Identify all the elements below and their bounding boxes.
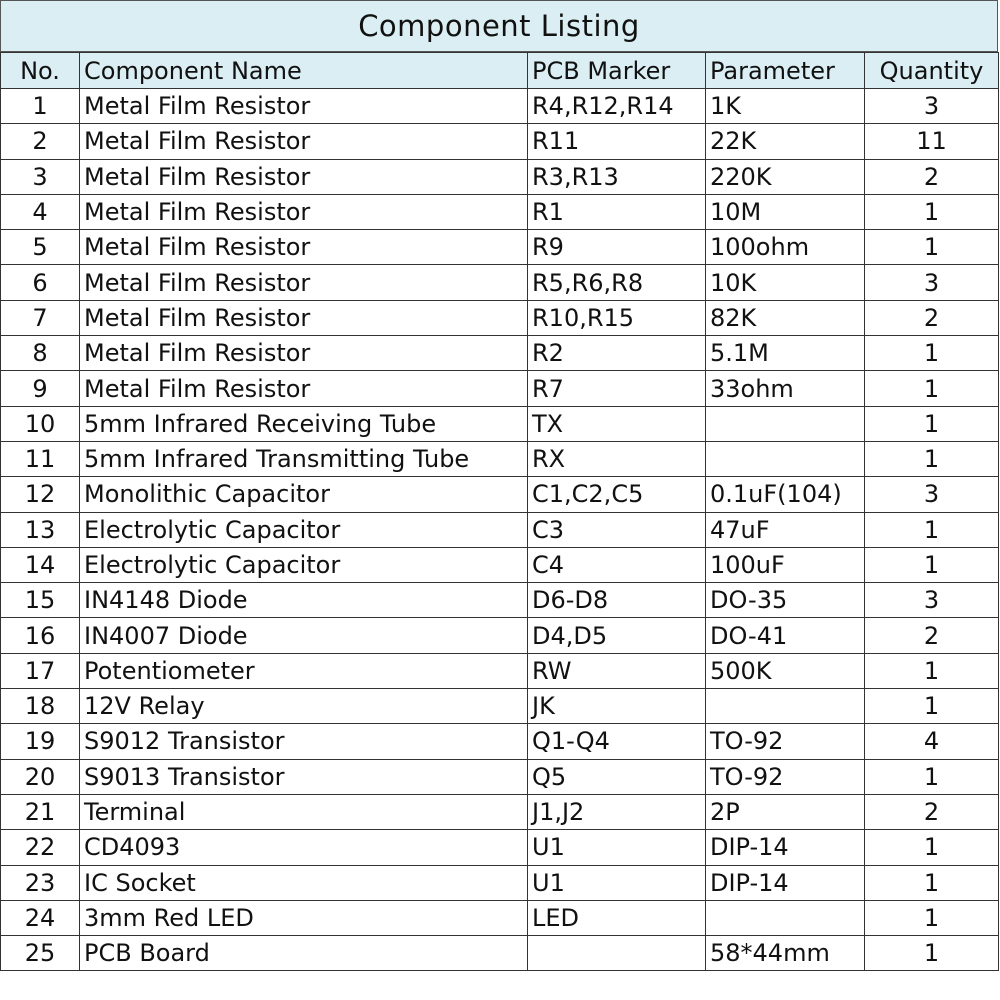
table-row	[1, 689, 999, 724]
cell-quantity: 1	[865, 689, 999, 724]
table-header	[1, 53, 999, 89]
cell-parameter	[706, 441, 865, 476]
cell-no: 16	[1, 618, 80, 653]
header-pcb-marker: PCB Marker	[528, 53, 706, 89]
cell-component-name: Electrolytic Capacitor	[80, 512, 528, 547]
cell-pcb-marker: C4	[528, 547, 706, 582]
cell-pcb-marker: R10,R15	[528, 300, 706, 335]
cell-pcb-marker: R4,R12,R14	[528, 89, 706, 124]
cell-quantity: 4	[865, 724, 999, 759]
cell-parameter: 10K	[706, 265, 865, 300]
cell-component-name: Metal Film Resistor	[80, 230, 528, 265]
cell-quantity: 1	[865, 865, 999, 900]
cell-parameter: 2P	[706, 794, 865, 829]
cell-component-name: Metal Film Resistor	[80, 124, 528, 159]
cell-quantity: 3	[865, 89, 999, 124]
cell-no: 17	[1, 653, 80, 688]
cell-component-name: Potentiometer	[80, 653, 528, 688]
cell-quantity: 1	[865, 336, 999, 371]
table-row	[1, 547, 999, 582]
cell-component-name: Electrolytic Capacitor	[80, 547, 528, 582]
cell-no: 23	[1, 865, 80, 900]
table-row	[1, 477, 999, 512]
cell-quantity: 1	[865, 230, 999, 265]
cell-component-name: 5mm Infrared Transmitting Tube	[80, 441, 528, 476]
cell-pcb-marker	[528, 936, 706, 971]
cell-parameter: 5.1M	[706, 336, 865, 371]
cell-quantity: 1	[865, 441, 999, 476]
cell-pcb-marker: R7	[528, 371, 706, 406]
cell-no: 18	[1, 689, 80, 724]
cell-parameter: 82K	[706, 300, 865, 335]
cell-component-name: S9013 Transistor	[80, 759, 528, 794]
cell-quantity: 2	[865, 794, 999, 829]
cell-quantity: 2	[865, 300, 999, 335]
table-row	[1, 724, 999, 759]
component-table	[0, 52, 999, 971]
cell-no: 22	[1, 830, 80, 865]
cell-no: 8	[1, 336, 80, 371]
cell-no: 19	[1, 724, 80, 759]
cell-quantity: 1	[865, 830, 999, 865]
cell-component-name: S9012 Transistor	[80, 724, 528, 759]
cell-parameter: TO-92	[706, 724, 865, 759]
header-quantity: Quantity	[865, 53, 999, 89]
cell-quantity: 2	[865, 618, 999, 653]
cell-no: 11	[1, 441, 80, 476]
table-row	[1, 89, 999, 124]
cell-pcb-marker: RX	[528, 441, 706, 476]
cell-pcb-marker: Q5	[528, 759, 706, 794]
cell-component-name: Metal Film Resistor	[80, 159, 528, 194]
cell-parameter: 100uF	[706, 547, 865, 582]
cell-parameter	[706, 689, 865, 724]
cell-pcb-marker: R3,R13	[528, 159, 706, 194]
cell-parameter	[706, 406, 865, 441]
cell-parameter: 10M	[706, 194, 865, 229]
header-parameter: Parameter	[706, 53, 865, 89]
cell-no: 1	[1, 89, 80, 124]
cell-parameter: 47uF	[706, 512, 865, 547]
cell-parameter: 100ohm	[706, 230, 865, 265]
cell-parameter: 1K	[706, 89, 865, 124]
cell-no: 25	[1, 936, 80, 971]
cell-component-name: Metal Film Resistor	[80, 265, 528, 300]
cell-quantity: 1	[865, 512, 999, 547]
cell-no: 7	[1, 300, 80, 335]
cell-quantity: 1	[865, 406, 999, 441]
cell-quantity: 3	[865, 583, 999, 618]
table-row	[1, 865, 999, 900]
cell-no: 12	[1, 477, 80, 512]
cell-parameter: DIP-14	[706, 865, 865, 900]
cell-component-name: Metal Film Resistor	[80, 300, 528, 335]
table-row	[1, 371, 999, 406]
cell-no: 15	[1, 583, 80, 618]
cell-pcb-marker: Q1-Q4	[528, 724, 706, 759]
cell-component-name: Metal Film Resistor	[80, 89, 528, 124]
cell-no: 10	[1, 406, 80, 441]
header-component-name: Component Name	[80, 53, 528, 89]
cell-component-name: 3mm Red LED	[80, 900, 528, 935]
cell-pcb-marker: C3	[528, 512, 706, 547]
cell-component-name: Monolithic Capacitor	[80, 477, 528, 512]
cell-component-name: Metal Film Resistor	[80, 371, 528, 406]
cell-no: 24	[1, 900, 80, 935]
cell-pcb-marker: D4,D5	[528, 618, 706, 653]
cell-component-name: 12V Relay	[80, 689, 528, 724]
table-row	[1, 406, 999, 441]
header-row	[1, 53, 999, 89]
cell-pcb-marker: JK	[528, 689, 706, 724]
table-row	[1, 336, 999, 371]
cell-parameter: 22K	[706, 124, 865, 159]
table-body	[1, 89, 999, 971]
cell-no: 14	[1, 547, 80, 582]
cell-quantity: 3	[865, 477, 999, 512]
header-no: No.	[1, 53, 80, 89]
cell-pcb-marker: U1	[528, 830, 706, 865]
cell-parameter: 0.1uF(104)	[706, 477, 865, 512]
table-row	[1, 900, 999, 935]
cell-component-name: Terminal	[80, 794, 528, 829]
cell-pcb-marker: R11	[528, 124, 706, 159]
table-row	[1, 512, 999, 547]
cell-quantity: 1	[865, 547, 999, 582]
cell-no: 5	[1, 230, 80, 265]
table-row	[1, 830, 999, 865]
cell-parameter: 500K	[706, 653, 865, 688]
cell-quantity: 2	[865, 159, 999, 194]
table-row	[1, 759, 999, 794]
cell-no: 20	[1, 759, 80, 794]
cell-pcb-marker: TX	[528, 406, 706, 441]
table-row	[1, 300, 999, 335]
cell-pcb-marker: RW	[528, 653, 706, 688]
table-row	[1, 653, 999, 688]
table-row	[1, 583, 999, 618]
cell-parameter: DIP-14	[706, 830, 865, 865]
cell-parameter: 33ohm	[706, 371, 865, 406]
cell-pcb-marker: C1,C2,C5	[528, 477, 706, 512]
cell-no: 9	[1, 371, 80, 406]
cell-component-name: IC Socket	[80, 865, 528, 900]
cell-no: 6	[1, 265, 80, 300]
cell-quantity: 1	[865, 936, 999, 971]
table-row	[1, 936, 999, 971]
cell-pcb-marker: R1	[528, 194, 706, 229]
cell-pcb-marker: R5,R6,R8	[528, 265, 706, 300]
cell-pcb-marker: U1	[528, 865, 706, 900]
table-row	[1, 265, 999, 300]
cell-quantity: 1	[865, 653, 999, 688]
table-row	[1, 618, 999, 653]
cell-parameter: 220K	[706, 159, 865, 194]
table-title: Component Listing	[0, 0, 998, 52]
cell-parameter: DO-35	[706, 583, 865, 618]
cell-component-name: PCB Board	[80, 936, 528, 971]
cell-pcb-marker: J1,J2	[528, 794, 706, 829]
cell-quantity: 1	[865, 759, 999, 794]
cell-quantity: 11	[865, 124, 999, 159]
table-row	[1, 794, 999, 829]
table-row	[1, 441, 999, 476]
cell-component-name: Metal Film Resistor	[80, 194, 528, 229]
table-row	[1, 230, 999, 265]
cell-parameter: TO-92	[706, 759, 865, 794]
cell-quantity: 1	[865, 900, 999, 935]
cell-component-name: 5mm Infrared Receiving Tube	[80, 406, 528, 441]
cell-no: 3	[1, 159, 80, 194]
cell-component-name: IN4148 Diode	[80, 583, 528, 618]
cell-pcb-marker: R2	[528, 336, 706, 371]
table-row	[1, 124, 999, 159]
cell-component-name: Metal Film Resistor	[80, 336, 528, 371]
cell-no: 2	[1, 124, 80, 159]
cell-no: 4	[1, 194, 80, 229]
cell-quantity: 1	[865, 194, 999, 229]
cell-pcb-marker: LED	[528, 900, 706, 935]
cell-no: 13	[1, 512, 80, 547]
cell-parameter: 58*44mm	[706, 936, 865, 971]
cell-parameter	[706, 900, 865, 935]
cell-quantity: 3	[865, 265, 999, 300]
cell-no: 21	[1, 794, 80, 829]
cell-pcb-marker: R9	[528, 230, 706, 265]
table-row	[1, 194, 999, 229]
table-row	[1, 159, 999, 194]
cell-quantity: 1	[865, 371, 999, 406]
cell-pcb-marker: D6-D8	[528, 583, 706, 618]
cell-component-name: CD4093	[80, 830, 528, 865]
cell-component-name: IN4007 Diode	[80, 618, 528, 653]
cell-parameter: DO-41	[706, 618, 865, 653]
